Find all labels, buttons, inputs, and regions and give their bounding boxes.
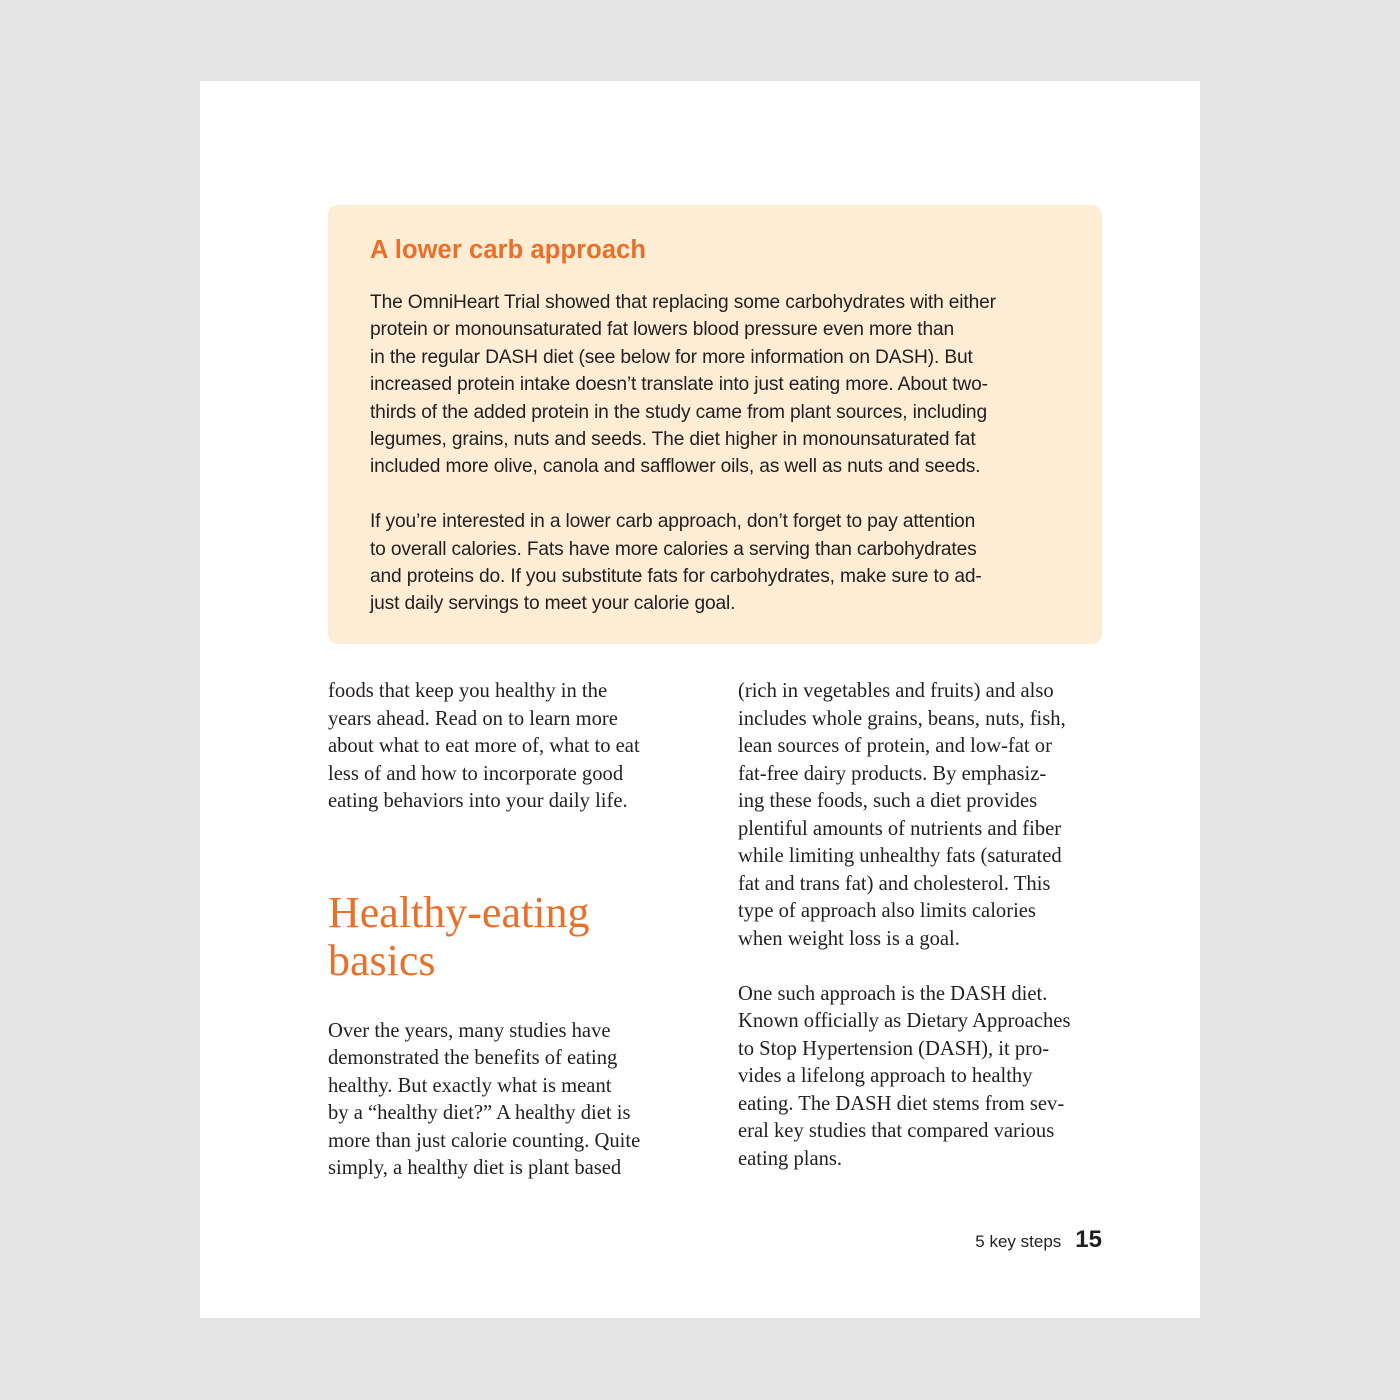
text-line: while limiting unhealthy fats (saturated xyxy=(738,845,1062,867)
sidebar-paragraph-1 xyxy=(370,289,1062,481)
text-line: Over the years, many studies have xyxy=(328,1019,611,1042)
right-column xyxy=(738,678,1118,1173)
text-line: healthy. But exactly what is meant xyxy=(328,1074,612,1097)
text-line: by a “healthy diet?” A healthy diet is xyxy=(328,1102,631,1124)
text-line: to Stop Hypertension (DASH), it pro- xyxy=(738,1037,1050,1060)
text-line: more than just calorie counting. Quite xyxy=(328,1129,641,1152)
text-line: eating behaviors into your daily life. xyxy=(328,790,628,812)
text-line: in the regular DASH diet (see below for more information on DASH). But xyxy=(370,346,973,368)
left-column xyxy=(328,678,708,1183)
text-line: about what to eat more of, what to eat xyxy=(328,735,640,757)
text-line: and proteins do. If you substitute fats for carbohydrates, make sure to ad- xyxy=(370,566,982,588)
text-line: eral key studies that compared various xyxy=(738,1120,1055,1142)
text-line: years ahead. Read on to learn more xyxy=(328,707,618,730)
text-line: One such approach is the DASH diet. xyxy=(738,982,1048,1005)
text-line: fat and trans fat) and cholesterol. This xyxy=(738,872,1051,895)
text-line: thirds of the added protein in the study came from plant sources, including xyxy=(370,401,987,423)
heading-line: basics xyxy=(328,935,436,985)
text-line: vides a lifelong approach to healthy xyxy=(738,1065,1033,1087)
text-line: just daily servings to meet your calorie goal. xyxy=(370,593,736,615)
page-footer xyxy=(975,1226,1102,1254)
text-line: demonstrated the benefits of eating xyxy=(328,1047,618,1069)
document-page xyxy=(200,81,1200,1318)
text-line: fat-free dairy products. By emphasiz- xyxy=(738,762,1047,785)
right-paragraph-1 xyxy=(738,678,1118,953)
text-line: type of approach also limits calories xyxy=(738,900,1036,922)
text-line: foods that keep you healthy in the xyxy=(328,680,608,702)
sidebar-paragraph-2 xyxy=(370,508,1062,618)
left-intro-paragraph xyxy=(328,678,708,816)
text-line: increased protein intake doesn’t translate into just eating more. About two- xyxy=(370,374,988,396)
right-paragraph-2 xyxy=(738,981,1118,1174)
text-line: includes whole grains, beans, nuts, fish, xyxy=(738,707,1066,730)
heading-line: Healthy-eating xyxy=(328,887,590,937)
page-number: 15 xyxy=(1075,1226,1102,1253)
text-line: Known officially as Dietary Approaches xyxy=(738,1010,1071,1032)
section-heading xyxy=(328,889,708,985)
text-line: less of and how to incorporate good xyxy=(328,762,624,785)
left-body-paragraph xyxy=(328,1018,708,1183)
text-line: simply, a healthy diet is plant based xyxy=(328,1157,622,1179)
text-line: eating plans. xyxy=(738,1147,843,1170)
footer-section-label: 5 key steps xyxy=(975,1232,1062,1251)
text-line: legumes, grains, nuts and seeds. The diet higher in monounsaturated fat xyxy=(370,429,976,451)
text-line: ing these foods, such a diet provides xyxy=(738,790,1038,812)
text-line: when weight loss is a goal. xyxy=(738,927,960,950)
text-line: protein or monounsaturated fat lowers blood pressure even more than xyxy=(370,319,955,341)
sidebar-title: A lower carb approach xyxy=(370,236,647,264)
text-line: If you’re interested in a lower carb approach, don’t forget to pay attention xyxy=(370,511,976,533)
text-line: plentiful amounts of nutrients and fiber xyxy=(738,817,1062,840)
text-line: lean sources of protein, and low-fat or xyxy=(738,735,1052,757)
text-line: included more olive, canola and safflower oils, as well as nuts and seeds. xyxy=(370,456,981,478)
text-line: The OmniHeart Trial showed that replacing some carbohydrates with either xyxy=(370,292,996,313)
text-line: to overall calories. Fats have more calories a serving than carbohydrates xyxy=(370,538,977,560)
text-line: eating. The DASH diet stems from sev- xyxy=(738,1092,1065,1115)
sidebar-box-lower-carb xyxy=(328,205,1102,644)
text-line: (rich in vegetables and fruits) and also xyxy=(738,680,1054,702)
